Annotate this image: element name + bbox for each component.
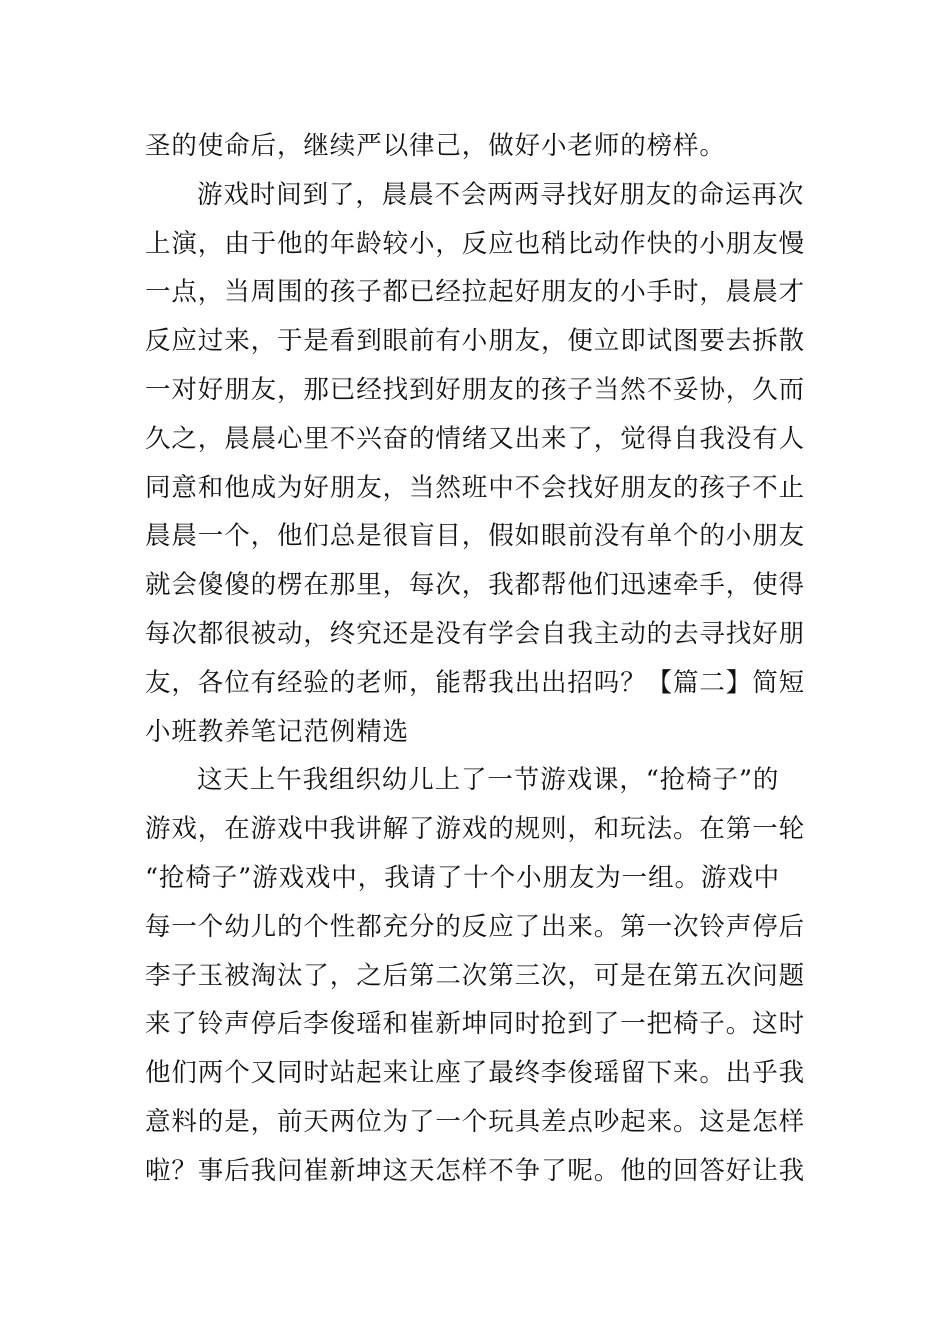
text-line: 就会傻傻的楞在那里，每次，我都帮他们迅速牵手，使得 (145, 570, 806, 601)
text-line: 这天上午我组织幼儿上了一节游戏课，“抢椅子”的 (197, 765, 780, 796)
text-line: 游戏时间到了，晨晨不会两两寻找好朋友的命运再次 (197, 179, 805, 210)
text-line: 晨晨一个，他们总是很盲目，假如眼前没有单个的小朋友 (145, 521, 806, 552)
text-line: “抢椅子”游戏戏中，我请了十个小朋友为一组。游戏中 (145, 862, 781, 893)
text-line: 圣的使命后，继续严以律己，做好小老师的榜样。 (145, 131, 726, 161)
text-line: 李子玉被淘汰了，之后第二次第三次，可是在第五次问题 (145, 960, 806, 991)
text-line: 同意和他成为好朋友，当然班中不会找好朋友的孩子不止 (145, 472, 806, 503)
text-line: 来了铃声停后李俊瑶和崔新坤同时抢到了一把椅子。这时 (145, 1009, 806, 1040)
text-line: 每一个幼儿的个性都充分的反应了出来。第一次铃声停后 (145, 911, 806, 942)
text-line: 小班教养笔记范例精选 (145, 716, 410, 747)
text-line: 反应过来，于是看到眼前有小朋友，便立即试图要去拆散 (145, 326, 806, 357)
text-line: 游戏，在游戏中我讲解了游戏的规则，和玩法。在第一轮 (145, 814, 806, 845)
text-line: 久之，晨晨心里不兴奋的情绪又出来了，觉得自我没有人 (145, 423, 806, 454)
text-line: 上演，由于他的年龄较小，反应也稍比动作快的小朋友慢 (145, 228, 806, 259)
text-line: 意料的是，前天两位为了一个玩具差点吵起来。这是怎样 (145, 1106, 806, 1137)
text-line: 一对好朋友，那已经找到好朋友的孩子当然不妥协，久而 (145, 374, 806, 405)
body-text (145, 122, 810, 1196)
text-line: 一点，当周围的孩子都已经拉起好朋友的小手时，晨晨才 (145, 277, 806, 308)
text-line: 啦？事后我问崔新坤这天怎样不争了呢。他的回答好让我 (145, 1155, 806, 1186)
text-line: 每次都很被动，终究还是没有学会自我主动的去寻找好朋 (145, 618, 806, 649)
text-line: 他们两个又同时站起来让座了最终李俊瑶留下来。出乎我 (145, 1058, 806, 1089)
text-line: 友，各位有经验的老师，能帮我出出招吗？【篇二】简短 (145, 667, 806, 698)
